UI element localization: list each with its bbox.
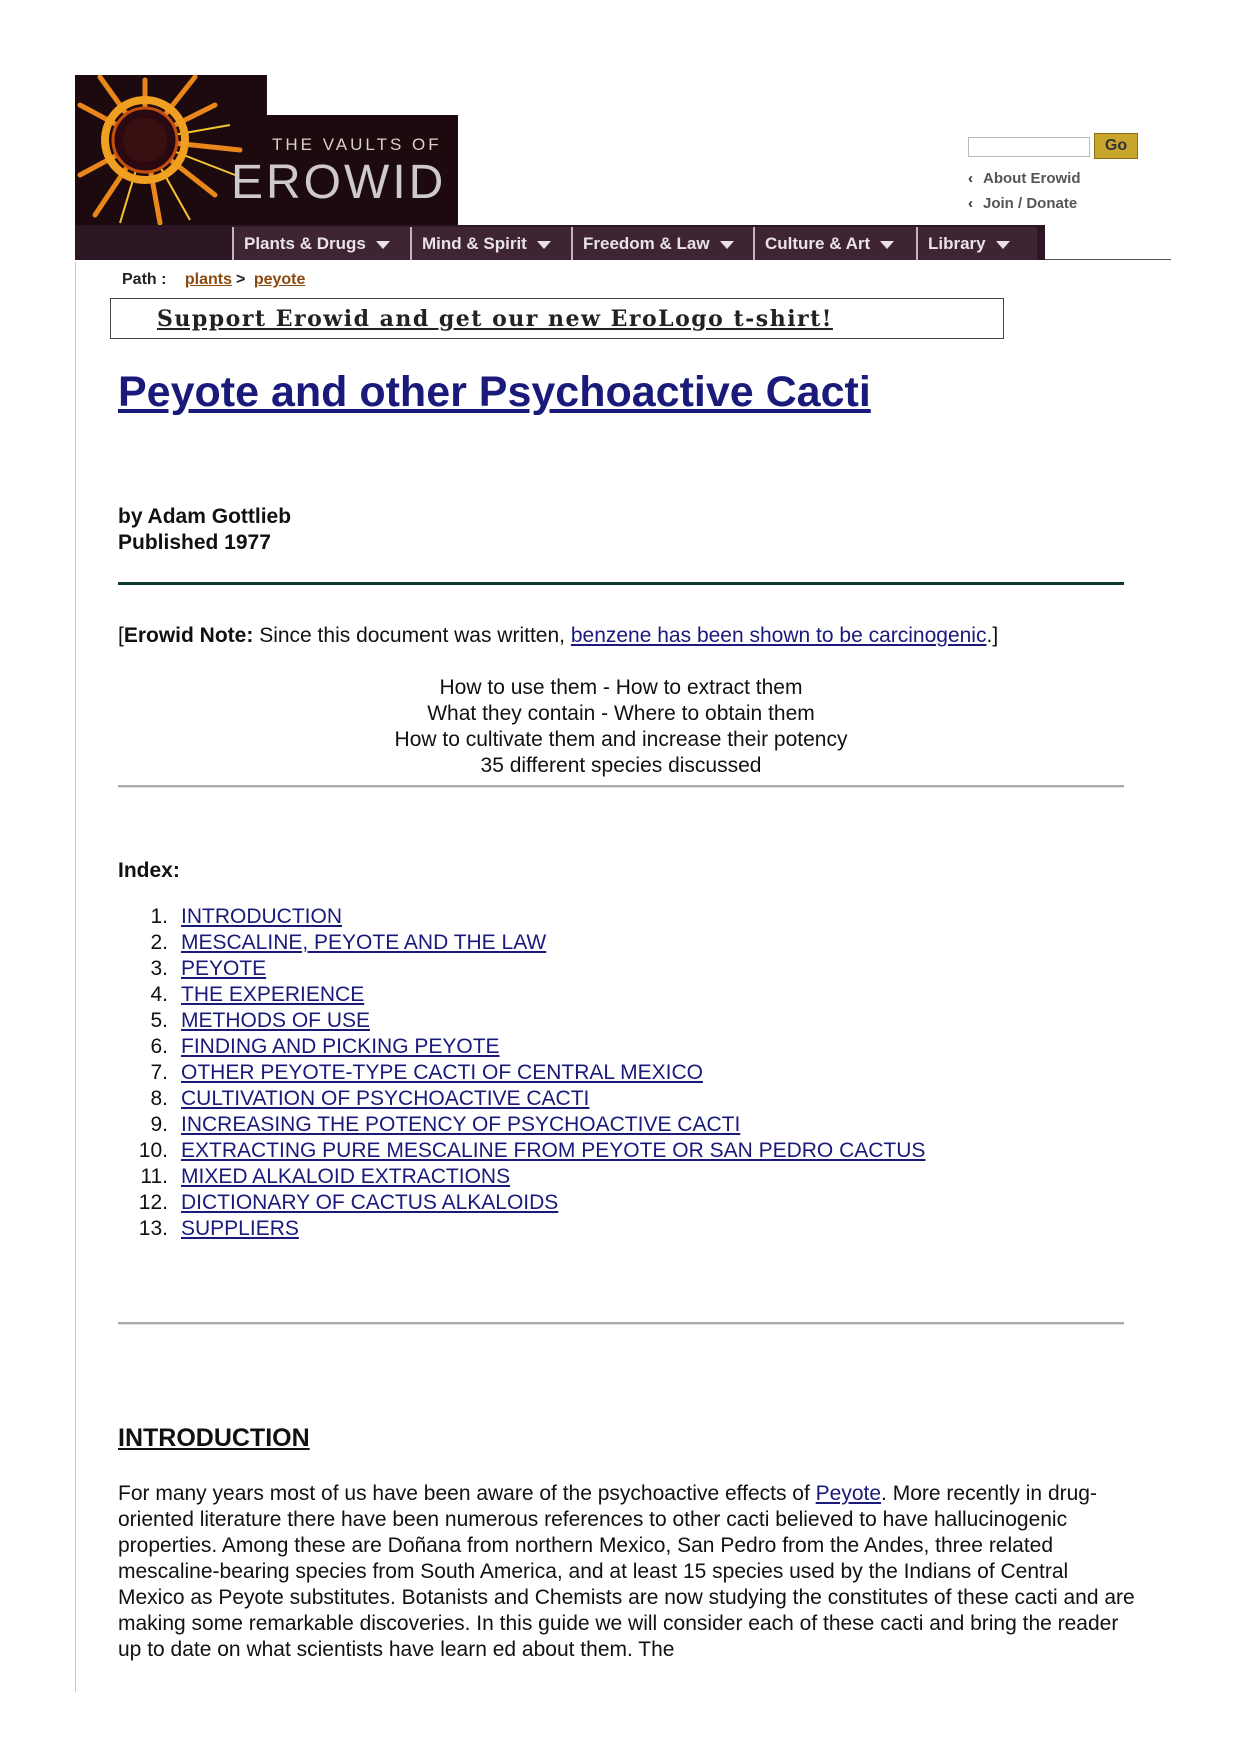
nav-tab-freedom-law[interactable]	[571, 227, 753, 260]
about-erowid-link[interactable]	[968, 170, 1081, 187]
index-item: 10. EXTRACTING PURE MESCALINE FROM PEYOTE OR SAN PEDRO CACTUS	[138, 1139, 926, 1162]
index-link[interactable]: OTHER PEYOTE-TYPE CACTI OF CENTRAL MEXICO	[181, 1061, 703, 1084]
caret-down-icon	[537, 241, 551, 249]
index-item: 11. MIXED ALKALOID EXTRACTIONS	[140, 1165, 511, 1188]
index-item: 13. SUPPLIERS	[138, 1217, 299, 1240]
breadcrumb	[122, 271, 309, 289]
nav-tab-culture-art[interactable]	[753, 227, 916, 260]
search-input[interactable]	[968, 137, 1090, 157]
index-link[interactable]: METHODS OF USE	[181, 1009, 371, 1032]
breadcrumb-label: Path :	[122, 271, 167, 288]
nav-tab-mind-spirit[interactable]	[410, 227, 571, 260]
caret-down-icon	[996, 241, 1010, 249]
nav-tab-label: Culture & Art	[765, 234, 871, 253]
intro-text: . More recently in drug-oriented literature there have been numerous references to other cacti believed to have hallucinogenic properties. Among these are Doñana from northern Mexico, San Pedro from the Andes, three related mescaline-bearing species from South America, and at least 15 species used by the Indians of Central Mexico as Peyote substitutes. Botanists and Chemists are now studying the constitutes of these cacti and are making some remarkable discoveries. In this guide we will consider each of these cacti and bring the reader up to date on what scientists have learn ed about them. The	[118, 1482, 1135, 1661]
index-link[interactable]: INTRODUCTION	[181, 905, 342, 928]
caret-down-icon	[376, 241, 390, 249]
index-item: 7. OTHER PEYOTE-TYPE CACTI OF CENTRAL MEXICO	[150, 1061, 703, 1084]
index-link[interactable]: PEYOTE	[181, 957, 267, 980]
author: by Adam Gottlieb	[118, 505, 292, 528]
section-title-introduction: INTRODUCTION	[118, 1424, 310, 1452]
index-link[interactable]: SUPPLIERS	[181, 1217, 299, 1240]
byline	[118, 504, 291, 556]
logo-wordmark: EROWID	[231, 156, 447, 209]
index-link[interactable]: MIXED ALKALOID EXTRACTIONS	[181, 1165, 511, 1188]
benzene-link[interactable]: benzene has been shown to be carcinogenic	[570, 624, 987, 647]
nav-tab-plants-drugs[interactable]	[232, 227, 410, 260]
caret-down-icon	[880, 241, 894, 249]
index-item: 8. CULTIVATION OF PSYCHOACTIVE CACTI	[150, 1087, 590, 1110]
index-item: 5. METHODS OF USE	[150, 1009, 371, 1032]
breadcrumb-peyote-link[interactable]: peyote	[253, 271, 306, 288]
index-item: 1. INTRODUCTION	[150, 905, 342, 928]
nav-tab-library[interactable]	[916, 227, 1037, 260]
logo-subtitle: THE VAULTS OF	[272, 135, 442, 154]
tagline-line: 35 different species discussed	[480, 754, 762, 777]
nav-divider-line	[1045, 259, 1171, 260]
tagline	[118, 675, 1124, 779]
index-item: 2. MESCALINE, PEYOTE AND THE LAW	[150, 931, 547, 954]
nav-tab-label: Plants & Drugs	[244, 234, 366, 253]
tshirt-banner	[110, 298, 1004, 339]
erowid-logo[interactable]	[75, 75, 458, 225]
nav-tab-label: Mind & Spirit	[422, 234, 527, 253]
nav-tab-label: Freedom & Law	[583, 234, 710, 253]
tagline-line: How to use them - How to extract them	[439, 676, 803, 699]
peyote-link[interactable]: Peyote	[815, 1482, 882, 1505]
index-link[interactable]: CULTIVATION OF PSYCHOACTIVE CACTI	[181, 1087, 590, 1110]
index-link[interactable]: EXTRACTING PURE MESCALINE FROM PEYOTE OR SAN PEDRO CACTUS	[181, 1139, 926, 1162]
index-list	[118, 904, 925, 1242]
note-text: Since this document was written,	[259, 624, 565, 647]
index-link[interactable]: DICTIONARY OF CACTUS ALKALOIDS	[181, 1191, 559, 1214]
breadcrumb-separator: >	[236, 271, 246, 288]
index-item: 6. FINDING AND PICKING PEYOTE	[150, 1035, 500, 1058]
left-border-rule	[75, 262, 76, 1692]
page-title[interactable]: Peyote and other Psychoactive Cacti	[118, 368, 871, 416]
index-link[interactable]: INCREASING THE POTENCY OF PSYCHOACTIVE CACTI	[181, 1113, 741, 1136]
divider	[118, 785, 1124, 788]
divider	[118, 1322, 1124, 1325]
about-erowid-label: About Erowid	[983, 170, 1081, 187]
header-divider	[118, 582, 1124, 585]
index-link[interactable]: MESCALINE, PEYOTE AND THE LAW	[181, 931, 547, 954]
chevron-left-icon: ‹	[968, 195, 973, 212]
index-link[interactable]: THE EXPERIENCE	[181, 983, 365, 1006]
go-button[interactable]: Go	[1094, 133, 1138, 159]
intro-paragraph	[118, 1481, 1138, 1663]
nav-tab-label: Library	[928, 234, 986, 253]
index-item: 12. DICTIONARY OF CACTUS ALKALOIDS	[138, 1191, 559, 1214]
join-donate-link[interactable]	[968, 195, 1077, 212]
index-title: Index:	[118, 859, 180, 882]
index-item: 9. INCREASING THE POTENCY OF PSYCHOACTIVE CACTI	[150, 1113, 741, 1136]
note-label: Erowid Note:	[123, 624, 254, 647]
intro-text: For many years most of us have been aware of the psychoactive effects of	[118, 1482, 810, 1505]
index-item: 3. PEYOTE	[150, 957, 267, 980]
caret-down-icon	[720, 241, 734, 249]
tshirt-banner-link[interactable]: Support Erowid and get our new EroLogo t-shirt!	[157, 306, 833, 332]
breadcrumb-plants-link[interactable]: plants	[184, 271, 233, 288]
tagline-line: What they contain - Where to obtain them	[427, 702, 815, 725]
index-item: 4. THE EXPERIENCE	[150, 983, 365, 1006]
index-link[interactable]: FINDING AND PICKING PEYOTE	[181, 1035, 500, 1058]
join-donate-label: Join / Donate	[983, 195, 1078, 212]
chevron-left-icon: ‹	[968, 170, 973, 187]
tagline-line: How to cultivate them and increase their potency	[394, 728, 848, 751]
published-date: Published 1977	[118, 531, 271, 554]
erowid-note: [Erowid Note: Since this document was written, benzene has been shown to be carcinogenic.]	[118, 624, 999, 647]
